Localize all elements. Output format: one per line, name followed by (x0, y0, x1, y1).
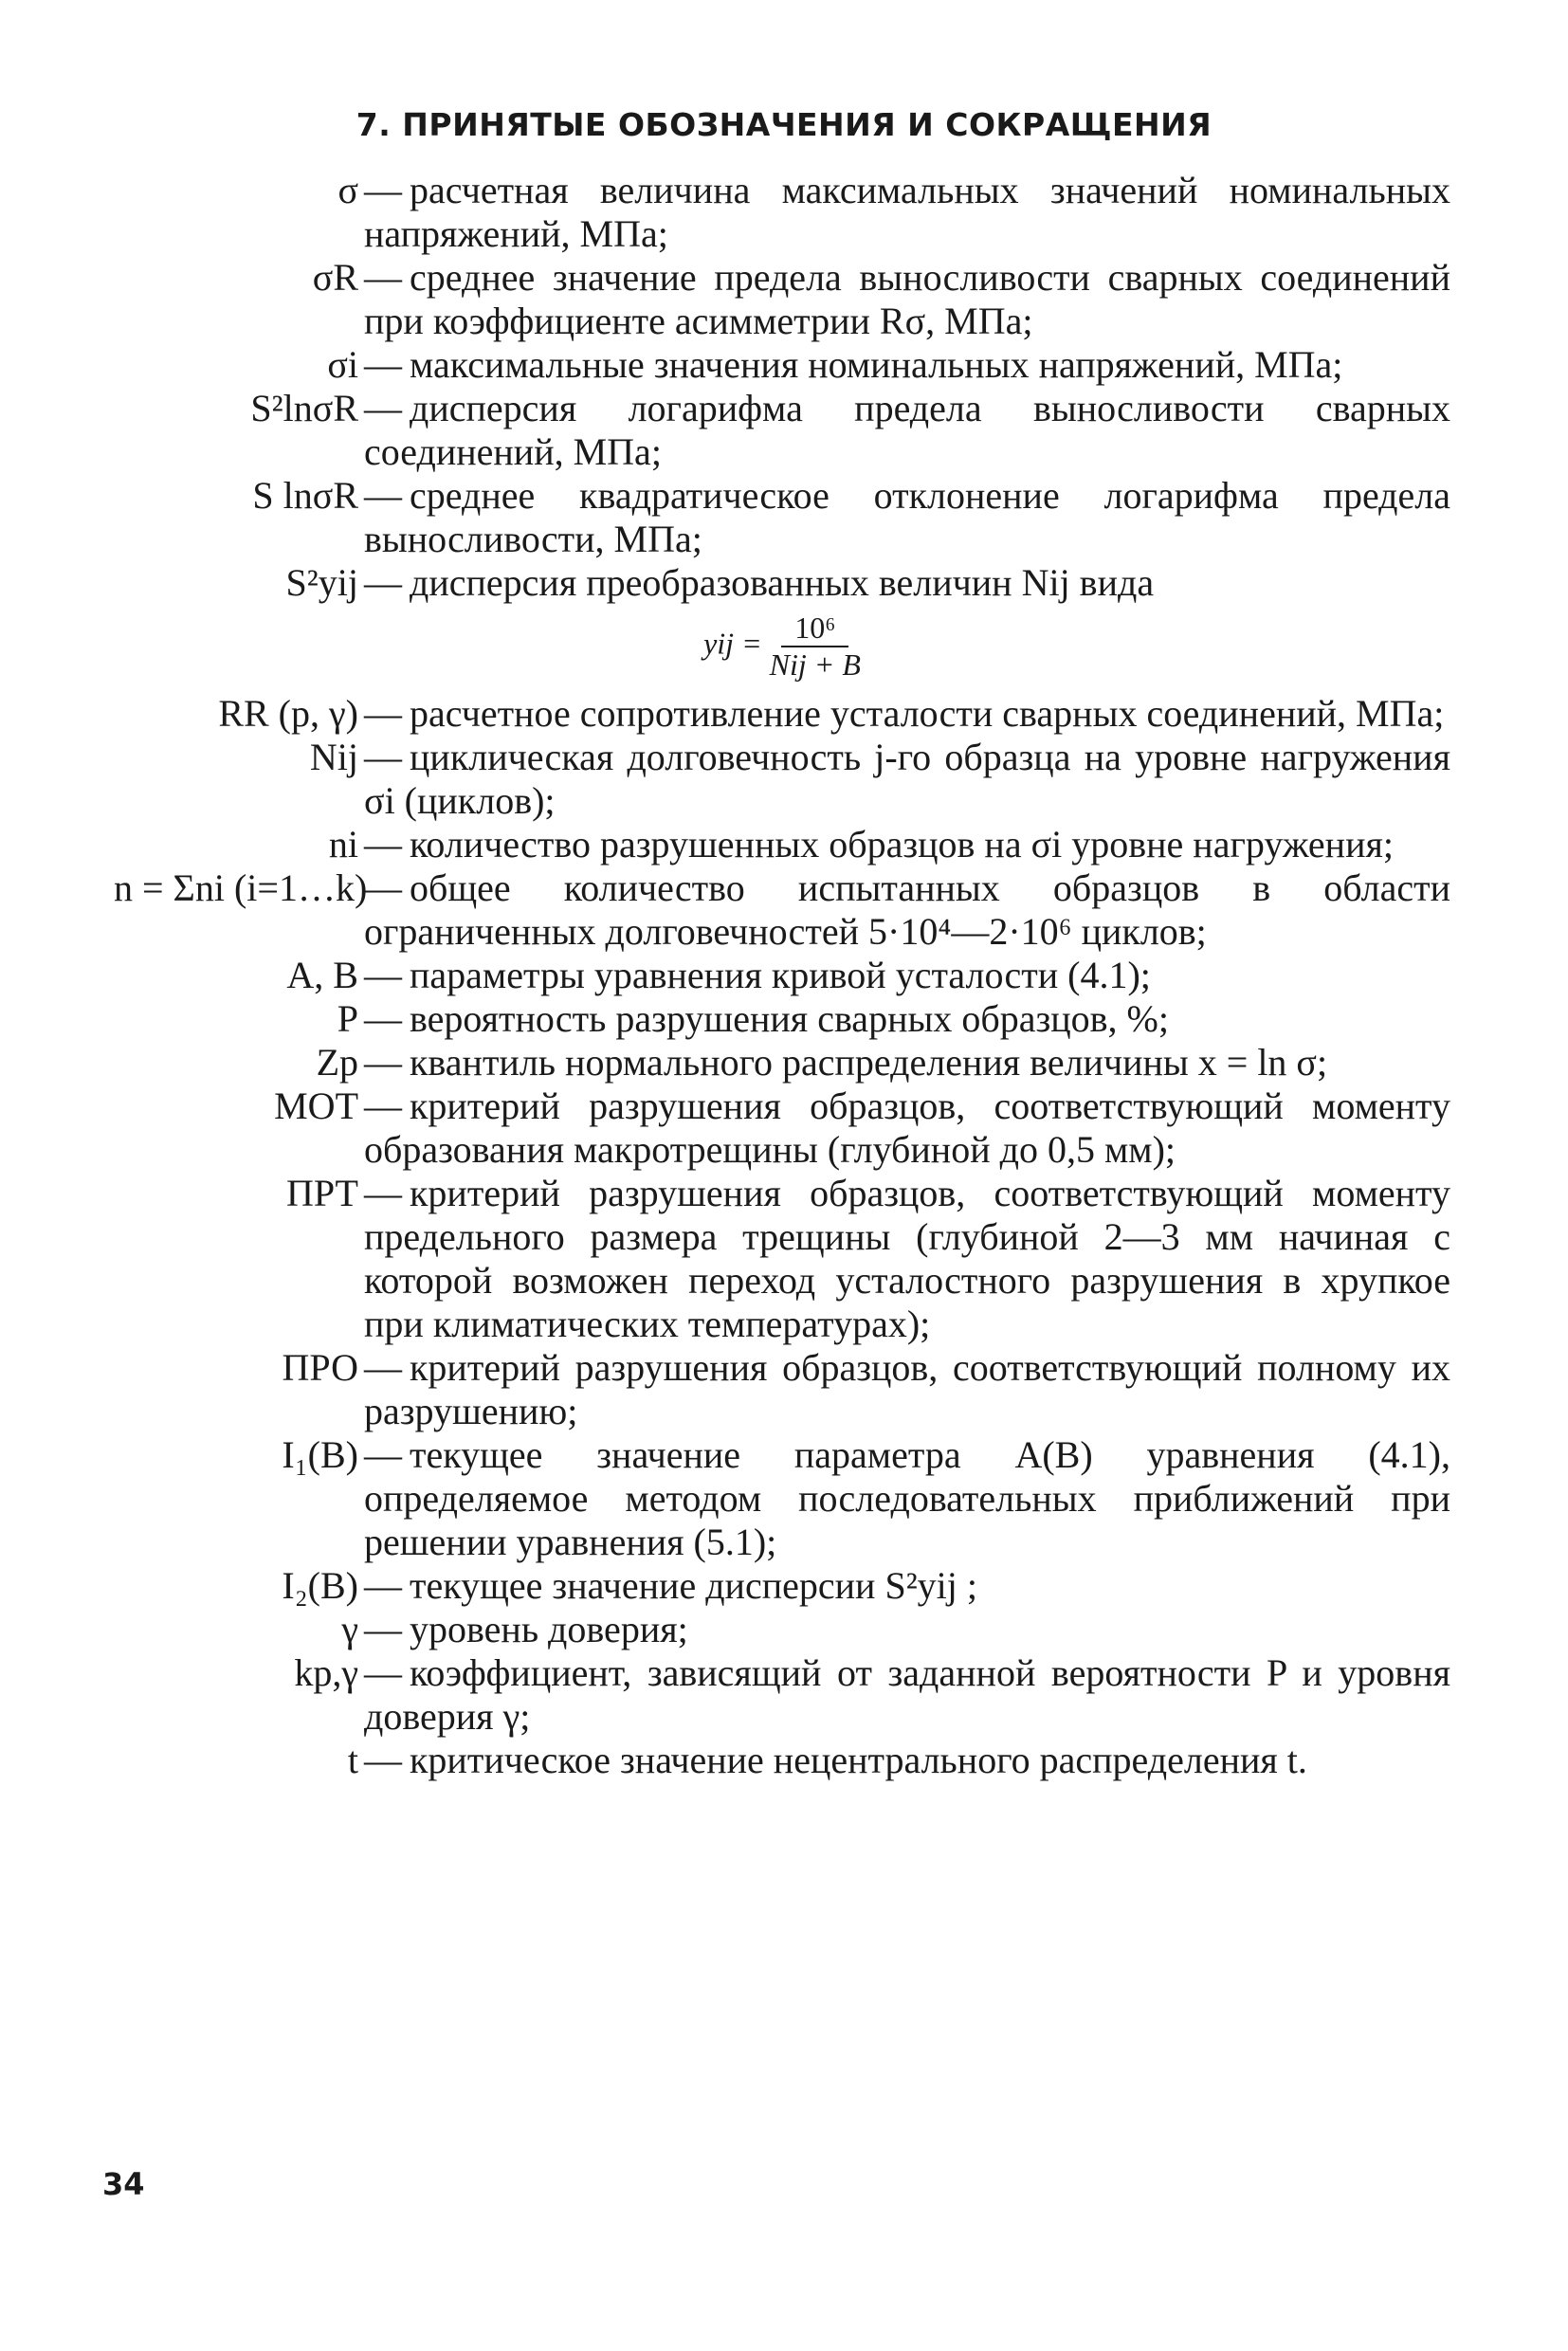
list-item (114, 1172, 1450, 1346)
list-item (114, 1041, 1450, 1084)
symbol: ПРТ (285, 1172, 358, 1214)
symbol: S lnσR (252, 474, 358, 517)
formula-numerator: 10⁶ (781, 611, 848, 647)
symbol: n = Σni (i=1…k) (114, 866, 368, 909)
list-item (114, 736, 1450, 823)
symbol: RR (p, γ) (218, 692, 358, 735)
symbol: P (337, 997, 358, 1040)
definition: — вероятность разрушения сварных образцов, %; (364, 997, 1169, 1040)
list-item (114, 1651, 1450, 1739)
formula-lhs: yij = (703, 626, 762, 661)
definition: — текущее значение дисперсии S²yij ; (364, 1564, 978, 1607)
list-item (114, 256, 1450, 343)
list-item (114, 866, 1450, 954)
formula (114, 611, 1450, 683)
symbol: Zp (316, 1041, 358, 1084)
definition: — уровень доверия; (364, 1608, 688, 1650)
definition: — текущее значение параметра A(B) уравнения (4.1), определяемое методом последовательных приближений при решении уравнения (5.1); (364, 1433, 1450, 1563)
notation-list (114, 169, 1450, 1782)
definition: — критическое значение нецентрального распределения t. (364, 1739, 1307, 1781)
formula-fraction (770, 611, 861, 683)
symbol: ni (328, 823, 358, 866)
definition: — дисперсия преобразованных величин Nij вида (364, 561, 1155, 604)
symbol: S²yij (285, 561, 358, 604)
list-item (114, 474, 1450, 561)
symbol: ПРО (282, 1346, 358, 1389)
symbol: σ (337, 169, 358, 211)
list-item (114, 823, 1450, 866)
symbol: σi (327, 343, 358, 386)
definition: — количество разрушенных образцов на σi уровне нагружения; (364, 823, 1395, 866)
definition: — критерий разрушения образцов, соответствующий моменту образования макротрещины (глубиной до 0,5 мм); (364, 1084, 1450, 1171)
symbol: γ (341, 1608, 358, 1650)
definition: — среднее значение предела выносливости сварных соединений при коэффициенте асимметрии Rσ, МПа; (364, 256, 1450, 342)
symbol: МОТ (274, 1084, 358, 1127)
formula-denominator: Nij + B (769, 647, 861, 682)
list-item (114, 1564, 1450, 1608)
definition: — расчетная величина максимальных значений номинальных напряжений, МПа; (364, 169, 1450, 255)
list-item (114, 1608, 1450, 1651)
symbol: A, B (286, 954, 358, 996)
symbol: Nij (309, 736, 358, 778)
definition: — критерий разрушения образцов, соответствующий полному их разрушению; (364, 1346, 1450, 1432)
list-item (114, 1433, 1450, 1564)
list-item (114, 343, 1450, 387)
definition: — общее количество испытанных образцов в области ограниченных долговечностей 5·10⁴—2·10⁶ циклов; (364, 866, 1450, 953)
list-item (114, 169, 1450, 256)
definition: — параметры уравнения кривой усталости (4.1); (364, 954, 1151, 996)
list-item (114, 692, 1450, 736)
definition: — циклическая долговечность j-го образца на уровне нагружения σi (циклов); (364, 736, 1450, 822)
list-item (114, 387, 1450, 474)
list-item (114, 997, 1450, 1041)
definition: — критерий разрушения образцов, соответствующий моменту предельного размера трещины (глубиной 2—3 мм начиная с которой возможен переход усталостного разрушения в хрупкое при климатических температурах); (364, 1172, 1450, 1345)
symbol: I₂(B) (282, 1564, 358, 1607)
list-item (114, 954, 1450, 997)
definition: — коэффициент, зависящий от заданной вероятности P и уровня доверия γ; (364, 1651, 1450, 1738)
section-title: 7. ПРИНЯТЫЕ ОБОЗНАЧЕНИЯ И СОКРАЩЕНИЯ (356, 106, 1212, 143)
list-item (114, 1346, 1450, 1433)
symbol: t (347, 1739, 358, 1781)
definition: — дисперсия логарифма предела выносливости сварных соединений, МПа; (364, 387, 1450, 473)
list-item (114, 561, 1450, 605)
symbol: kp,γ (294, 1651, 358, 1694)
definition: — максимальные значения номинальных напряжений, МПа; (364, 343, 1343, 386)
definition: — квантиль нормального распределения величины x = ln σ; (364, 1041, 1328, 1084)
list-item (114, 1739, 1450, 1782)
list-item (114, 1084, 1450, 1172)
symbol: σR (312, 256, 358, 299)
symbol: S²lnσR (250, 387, 358, 429)
page-number: 34 (102, 2166, 145, 2202)
definition: — среднее квадратическое отклонение логарифма предела выносливости, МПа; (364, 474, 1450, 560)
symbol: I₁(B) (282, 1433, 358, 1476)
definition: — расчетное сопротивление усталости сварных соединений, МПа; (364, 692, 1445, 735)
